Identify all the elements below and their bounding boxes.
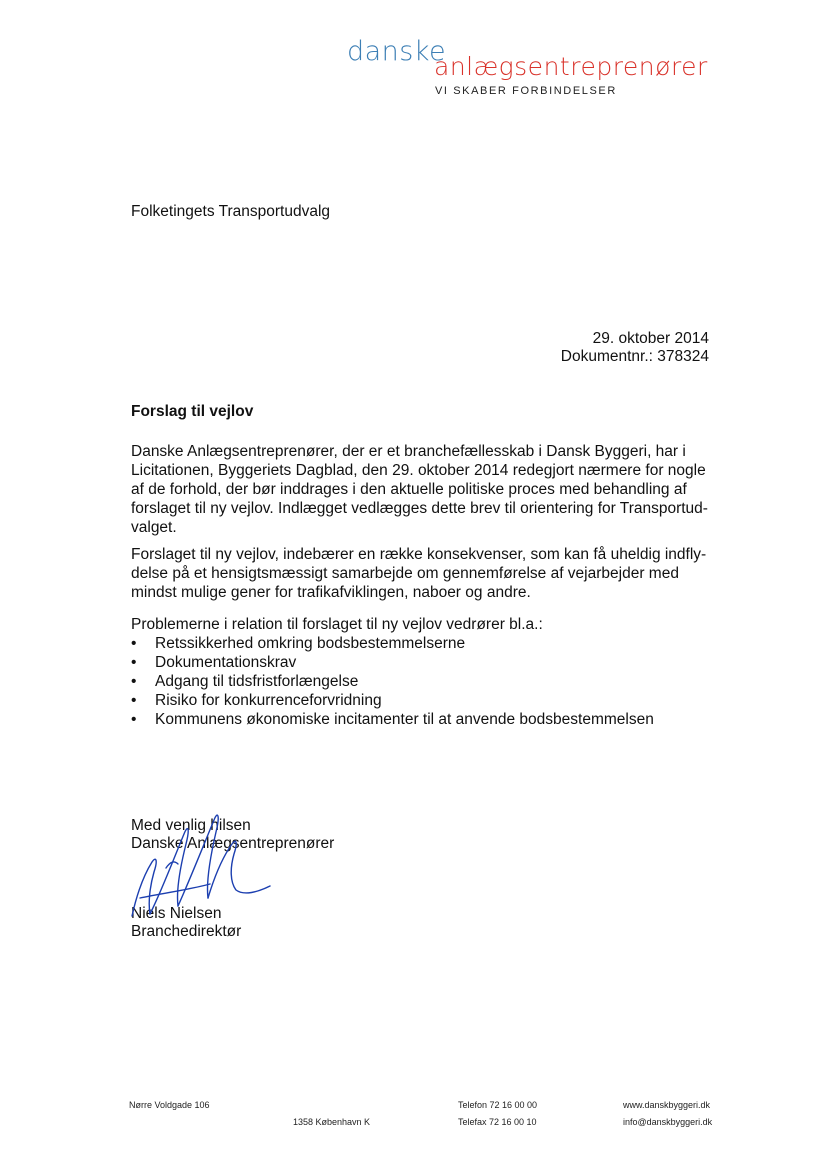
logo-tagline: VI SKABER FORBINDELSER xyxy=(435,85,617,97)
body-paragraph-2: Forslaget til ny vejlov, indebærer en række konsekvenser, som kan få uheldig indfly-delse på et hensigtsmæssigt samarbejde om gennemførelse af vejarbejder med mindst mulige gener for trafikafviklingen, naboer og andre. xyxy=(131,546,707,601)
footer-address-city: 1358 København K xyxy=(293,1117,371,1127)
bullet-icon: • xyxy=(131,635,137,652)
footer-fax: Telefax 72 16 00 10 xyxy=(458,1117,537,1127)
logo-wordmark-danske: danske xyxy=(347,36,447,67)
bullet-icon: • xyxy=(131,654,137,671)
list-item: • Adgang til tidsfristforlængelse xyxy=(131,673,359,690)
signer-title: Branchedirektør xyxy=(131,923,242,940)
list-item: • Retssikkerhed omkring bodsbestemmelserne xyxy=(131,635,466,652)
recipient: Folketingets Transportudvalg xyxy=(131,203,331,220)
bullet-icon: • xyxy=(131,692,137,709)
list-item: • Risiko for konkurrenceforvridning xyxy=(131,692,382,709)
body-paragraph-1: Danske Anlægsentreprenører, der er et branchefællesskab i Dansk Byggeri, har i Licitationen, Byggeriets Dagblad, den 29. oktober 2014 redegjort nærmere for nogle af de forhold, der bør inddrages i den aktuelle politiske proces med behandling af forslaget til ny vejlov. Indlægget vedlægges dette brev til orientering for Transportud-valget. xyxy=(131,443,708,536)
body-paragraph-3: Problemerne i relation til forslaget til ny vejlov vedrører bl.a.: xyxy=(131,616,543,633)
list-item: • Dokumentationskrav xyxy=(131,654,297,671)
bullet-icon: • xyxy=(131,673,137,690)
footer-email: info@danskbyggeri.dk xyxy=(623,1117,713,1127)
footer-address-street: Nørre Voldgade 106 xyxy=(129,1100,210,1110)
letter-date: 29. oktober 2014 xyxy=(592,330,709,347)
sender-company: Danske Anlægsentreprenører xyxy=(131,835,335,852)
logo-wordmark-anlaegsentreprenorer: anlægsentreprenører xyxy=(434,52,708,81)
signer-name: Niels Nielsen xyxy=(131,905,222,922)
handwritten-signature xyxy=(118,798,278,928)
footer-website: www.danskbyggeri.dk xyxy=(623,1100,711,1110)
problem-list xyxy=(131,634,654,729)
list-item: • Kommunens økonomiske incitamenter til at anvende bodsbestemmelsen xyxy=(131,711,654,728)
letter-subject: Forslag til vejlov xyxy=(131,403,254,420)
footer-phone: Telefon 72 16 00 00 xyxy=(458,1100,538,1110)
document-number: Dokumentnr.: 378324 xyxy=(560,348,709,365)
closing-greeting: Med venlig hilsen xyxy=(131,817,251,834)
bullet-icon: • xyxy=(131,711,137,728)
